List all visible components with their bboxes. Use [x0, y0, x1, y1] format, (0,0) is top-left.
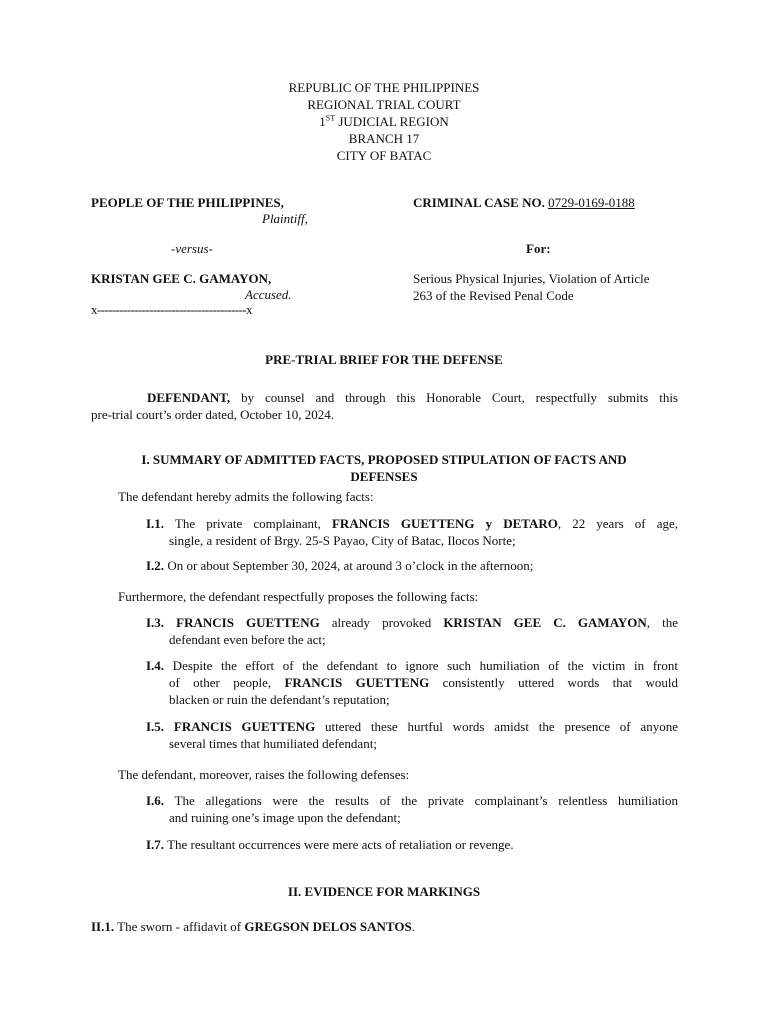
defense-i6: I.6. The allegations were the results of the private complainant’s relentless humiliation and ruining one’s image upon the defendant; — [146, 793, 678, 825]
header-branch: BRANCH 17 — [348, 131, 420, 146]
defense-intro: The defendant, moreover, raises the following defenses: — [118, 767, 410, 782]
evidence-ii1: II.1. The sworn - affidavit of GREGSON DELOS SANTOS. — [91, 919, 415, 934]
plaintiff-role: Plaintiff, — [262, 211, 308, 226]
caption-divider: x----------------------------------------x — [91, 302, 252, 317]
fact-i1: I.1. The private complainant, FRANCIS GUETTENG y DETARO, 22 years of age, single, a resident of Brgy. 25-S Payao, City of Batac, Ilocos Norte; — [146, 516, 678, 548]
intro-paragraph: DEFENDANT, by counsel and through this Honorable Court, respectfully submits this pre-trial court’s order dated, October 10, 2024. — [91, 390, 678, 422]
fact-i3: I.3. FRANCIS GUETTENG already provoked KRISTAN GEE C. GAMAYON, the defendant even before the act; — [146, 615, 678, 647]
fact-i5: I.5. FRANCIS GUETTENG uttered these hurtful words amidst the presence of anyone several times that humiliated defendant; — [146, 719, 678, 751]
versus-label: -versus- — [171, 241, 213, 256]
plaintiff-name: PEOPLE OF THE PHILIPPINES, — [91, 195, 284, 210]
court-header — [0, 79, 768, 164]
case-number-line — [413, 194, 635, 211]
header-republic: REPUBLIC OF THE PHILIPPINES — [288, 80, 480, 95]
header-city: CITY OF BATAC — [336, 148, 432, 163]
section-2-heading: II. EVIDENCE FOR MARKINGS — [287, 884, 481, 899]
for-label: For: — [526, 241, 551, 256]
accused-name: KRISTAN GEE C. GAMAYON, — [91, 271, 272, 286]
admit-intro: The defendant hereby admits the following facts: — [118, 489, 374, 504]
defense-i7: I.7. The resultant occurrences were mere acts of retaliation or revenge. — [146, 837, 514, 852]
fact-i4: I.4. Despite the effort of the defendant to ignore such humiliation of the victim in front of other people, FRANCIS GUETTENG consistently uttered words that would blacken or ruin the defendant’s reputation; — [146, 658, 678, 707]
accused-role: Accused. — [245, 287, 292, 302]
fact-i2: I.2. On or about September 30, 2024, at around 3 o’clock in the afternoon; — [146, 558, 534, 573]
header-region: 1ST JUDICIAL REGION — [319, 113, 449, 129]
header-court: REGIONAL TRIAL COURT — [307, 97, 461, 112]
case-number: 0729-0169-0188 — [548, 195, 635, 210]
case-number-label: CRIMINAL CASE NO. — [413, 195, 549, 210]
document-title: PRE-TRIAL BRIEF FOR THE DEFENSE — [265, 352, 503, 367]
offense-description: Serious Physical Injuries, Violation of Article 263 of the Revised Penal Code — [413, 271, 650, 303]
section-1-heading: I. SUMMARY OF ADMITTED FACTS, PROPOSED STIPULATION OF FACTS AND DEFENSES — [141, 452, 627, 484]
propose-intro: Furthermore, the defendant respectfully proposes the following facts: — [118, 589, 479, 604]
